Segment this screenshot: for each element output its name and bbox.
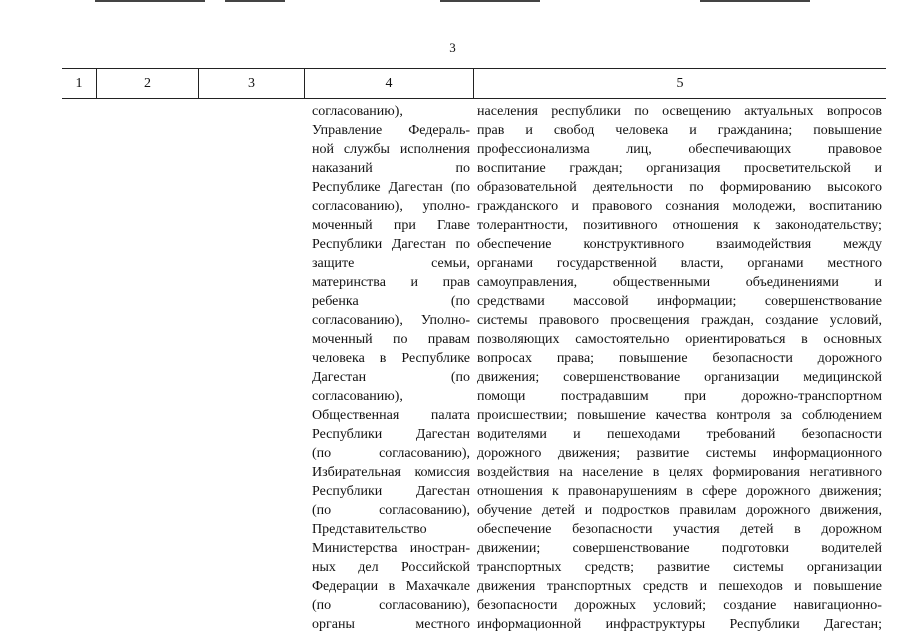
word: участия [673,522,720,537]
word: на [559,465,573,480]
word: движения, [820,503,882,518]
word: негативного [809,465,882,480]
word: обеспечение [477,522,552,537]
text-line [477,197,882,216]
text-line [312,349,470,368]
word: в [652,465,660,480]
text-line [312,406,470,425]
column-5-text [477,102,882,634]
text-line [312,197,470,216]
text-line [477,311,882,330]
word: население [582,465,644,480]
text-line [477,615,882,634]
word: уполно- [422,199,470,214]
word: детей [740,522,774,537]
word: Главе [437,218,470,233]
word: водителей [821,541,882,556]
word: условий, [829,313,882,328]
text-line [477,292,882,311]
word: актуальных [744,104,814,119]
word: (по [312,503,332,518]
word: Дагестан [415,484,470,499]
word: помощи [477,389,526,404]
word: безопасности [712,351,793,366]
word: по [689,180,704,195]
word: иностран- [409,541,470,556]
text-line [312,330,470,349]
word: (по [450,370,470,385]
word: правового [538,313,600,328]
word: правонарушениям [568,484,678,499]
word: органами [477,256,534,271]
text-line [477,368,882,387]
word: граждан, [700,313,754,328]
word: в [801,332,808,347]
word: (по [450,180,470,195]
text-line [477,501,882,520]
word: средств; [584,560,634,575]
text-line [312,178,470,197]
text-line [312,520,470,539]
word: Представительство [312,522,427,537]
word: по [455,161,470,176]
word: молодежи, [732,199,796,214]
text-line [312,159,470,178]
word: самостоятельно [575,332,670,347]
word: совершенствование [764,294,882,309]
text-line [477,539,882,558]
word: конструктивного [583,237,685,252]
word: средствами [477,294,545,309]
header-col-4: 4 [385,76,393,91]
word: освещению [662,104,731,119]
word: в [388,579,396,594]
word: информации; [657,294,737,309]
text-line [477,596,882,615]
word: населения [477,104,538,119]
text-line [477,482,882,501]
word: формированию [719,180,812,195]
word: и [584,503,593,518]
text-line [477,216,882,235]
word: местного [415,617,470,632]
word: при [393,218,416,233]
text-line [312,463,470,482]
word: по [392,332,408,347]
word: за [780,408,793,423]
word: Махачкале [405,579,470,594]
word: происшествии; [477,408,568,423]
word: обеспечение [477,237,552,252]
text-line [312,444,470,463]
word: Республики [312,484,383,499]
word: Российской [400,560,470,575]
word: деятельности [592,180,674,195]
word: информационного [772,446,882,461]
word: контроля [716,408,771,423]
word: подготовки [721,541,790,556]
word: воспитание [477,161,546,176]
word: воспитанию [808,199,882,214]
word: массовой [573,294,629,309]
word: прав [442,275,470,290]
text-line [477,178,882,197]
word: республики [551,104,621,119]
text-line [312,577,470,596]
word: в [686,484,693,499]
word: Дагестан [388,180,443,195]
word: пешеходами [606,427,681,442]
word: повышение [577,408,646,423]
word: транспортных [477,560,562,575]
word: повышение [813,123,882,138]
word: и [689,123,697,138]
word: средств [642,579,689,594]
header-col-3: 3 [248,76,255,91]
word: Республики [312,427,383,442]
scan-edge-line [440,0,540,2]
text-line [477,330,882,349]
text-line [312,311,470,330]
word: свобод [553,123,595,138]
word: человека [312,351,365,366]
word: и [571,199,579,214]
scan-edge-line [95,0,205,2]
word: безопасности [801,427,882,442]
word: объединениями [745,275,839,290]
word: к [753,218,761,233]
text-line [477,444,882,463]
word: движении; [477,541,541,556]
word: прав [477,123,505,138]
word: органы [312,617,355,632]
word: вопросов [826,104,882,119]
word: основных [823,332,882,347]
word: целях [668,465,704,480]
word: Республике [312,180,381,195]
word: Республики [729,617,800,632]
word: движения; [819,484,882,499]
word: и [410,275,419,290]
word: моченный [312,332,373,347]
text-line [312,216,470,235]
text-line [312,235,470,254]
word: пострадавшим [560,389,649,404]
word: ребенка [312,294,359,309]
text-line [312,102,470,121]
word: образовательной [477,180,577,195]
text-line [477,121,882,140]
word: граждан; [569,161,623,176]
word: повышение [618,351,688,366]
word: системы [705,446,757,461]
word: дорожного [477,446,542,461]
word: ориентироваться [685,332,786,347]
header-col-5: 5 [676,76,684,91]
text-line [312,425,470,444]
word: материнства [312,275,386,290]
word: взаимодействия [716,237,812,252]
word: правам [427,332,470,347]
word: движения; [557,446,621,461]
word: вопросах [477,351,532,366]
word: государственной [556,256,657,271]
text-line [477,273,882,292]
word: инфраструктуры [605,617,706,632]
word: движения [477,579,536,594]
word: гражданского [477,199,559,214]
word: отношения [672,218,739,233]
text-line [477,520,882,539]
word: согласованию), [379,446,470,461]
word: качества [655,408,707,423]
word: и [794,579,802,594]
text-line [312,558,470,577]
word: по [634,104,649,119]
word: моченный [312,218,373,233]
word: обучение [477,503,533,518]
word: сфере [702,484,737,499]
word: создание [765,313,819,328]
word: дел [358,560,379,575]
header-bottom-border [62,98,886,99]
word: органами [747,256,804,271]
text-line [312,615,470,634]
word: организации [704,370,780,385]
table-top-border [62,68,886,69]
word: при [684,389,707,404]
word: пешеходов [718,579,783,594]
word: Дагестан; [824,617,882,632]
word: правовое [827,142,882,157]
word: к [552,484,559,499]
word: сознания [665,199,720,214]
word: соблюдением [801,408,882,423]
word: организации [806,560,882,575]
word: Федераль- [408,123,470,138]
text-line [312,387,470,406]
word: в [794,522,801,537]
text-line [477,235,882,254]
text-line [312,121,470,140]
word: условий; [653,598,706,613]
text-line [477,140,882,159]
word: просветительской [743,161,851,176]
word: профессионализма [477,142,590,157]
word: Федерации [312,579,379,594]
column-4-text [312,102,470,634]
word: Управление [312,123,383,138]
text-line [477,349,882,368]
word: навигационно- [793,598,882,613]
scan-edge-line [225,0,285,2]
word: Дагестан [312,370,367,385]
word: службы [343,142,390,157]
word: системы [477,313,528,328]
text-line [477,463,882,482]
word: согласованию), [312,389,403,404]
text-line [477,577,882,596]
word: Министерства [312,541,398,556]
page-number: 3 [449,40,456,55]
word: комиссия [414,465,470,480]
text-line [312,273,470,292]
word: самоуправления, [477,275,578,290]
word: толерантности, [477,218,568,233]
word: правового [592,199,653,214]
word: согласованию), [312,313,403,328]
word: развитие [636,446,690,461]
word: создание [723,598,777,613]
word: наказаний [312,161,373,176]
word: ных [312,560,336,575]
word: (по [450,294,470,309]
word: высокого [827,180,882,195]
word: лиц, [626,142,652,157]
text-line [477,254,882,273]
word: правилам [679,503,737,518]
word: дорожного [746,503,811,518]
text-line [477,558,882,577]
word: безопасности [477,598,558,613]
word: Республики [312,237,383,252]
word: дорожного [746,484,811,499]
word: безопасности [572,522,653,537]
word: Избирательная [312,465,401,480]
word: и [573,427,581,442]
word: воздействия [477,465,550,480]
text-line [312,482,470,501]
text-line [312,292,470,311]
word: семьи, [431,256,470,271]
text-line [477,406,882,425]
word: организация [646,161,721,176]
text-line [477,159,882,178]
word: по [455,237,470,252]
word: исполнения [399,142,470,157]
word: согласованию), [312,104,403,119]
word: и [525,123,533,138]
word: транспортных [546,579,632,594]
word: власти, [680,256,724,271]
word: совершенствование [563,370,681,385]
word: местного [827,256,882,271]
word: (по [312,598,332,613]
word: палата [430,408,470,423]
word: позволяющих [477,332,560,347]
word: права; [556,351,595,366]
word: между [843,237,882,252]
word: и [874,275,882,290]
word: просвещения [610,313,690,328]
text-line [312,254,470,273]
word: требований [706,427,776,442]
header-col-1: 1 [75,76,83,91]
word: согласованию), [379,598,470,613]
word: подростков [602,503,670,518]
word: согласованию), [312,199,403,214]
word: и [699,579,708,594]
word: дорожных [574,598,636,613]
word: согласованию), [379,503,470,518]
word: ной [312,142,334,157]
text-line [312,140,470,159]
word: информационной [477,617,582,632]
word: отношения [477,484,543,499]
word: детей [541,503,575,518]
word: Общественная [312,408,400,423]
word: развитие [657,560,710,575]
word: совершенствование [572,541,690,556]
word: формирования [712,465,800,480]
word: системы [733,560,784,575]
word: медицинской [803,370,882,385]
word: Республике [401,351,470,366]
text-line [477,425,882,444]
word: дорожного [817,351,882,366]
word: дорожном [821,522,882,537]
text-line [477,387,882,406]
word: гражданина; [717,123,793,138]
text-line [312,596,470,615]
text-line [312,539,470,558]
scan-edge-line [700,0,810,2]
word: Дагестан [415,427,470,442]
header-col-2: 2 [144,76,151,91]
word: (по [312,446,332,461]
word: движения; [477,370,540,385]
word: позитивного [582,218,658,233]
word: дорожно-транспортном [741,389,882,404]
word: повышение [813,579,882,594]
word: общественными [612,275,711,290]
word: человека [615,123,669,138]
word: Уполно- [420,313,470,328]
word: водителями [477,427,547,442]
word: обеспечивающих [688,142,792,157]
word: Дагестан [391,237,446,252]
word: и [874,161,882,176]
text-line [312,501,470,520]
text-line [477,102,882,121]
text-line [312,368,470,387]
word: в [379,351,387,366]
word: защите [312,256,355,271]
word: законодательству; [775,218,882,233]
